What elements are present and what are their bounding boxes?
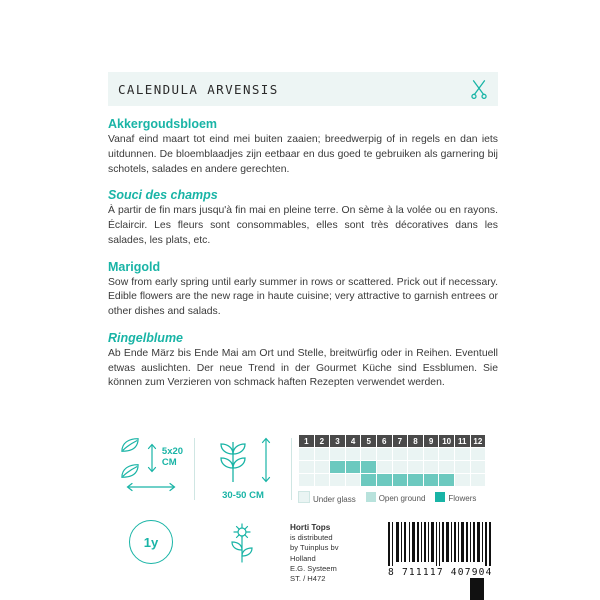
cal-cell: [361, 474, 377, 487]
cal-cell: [454, 474, 470, 487]
block-title-en: Marigold: [108, 259, 161, 274]
seed-packet-back: [108, 72, 498, 582]
leaf-icon: [119, 462, 141, 480]
flower-info: [194, 520, 290, 566]
block-text-fr: À partir de fin mars jusqu'à fin mai en pleine terre. On sème à la volée ou en rayons. Éclaircir. Les fleurs sont consommables, elles sont très décoratives dans les salades, les plats, etc.: [108, 205, 498, 246]
barcode-area: [386, 520, 493, 578]
cal-cell: [423, 461, 439, 474]
cal-cell: [439, 448, 455, 461]
arrow-vertical-icon: [259, 435, 273, 485]
cal-cell: [330, 448, 346, 461]
print-mark: [470, 578, 484, 600]
cal-cell: [392, 448, 408, 461]
info-row-bottom: [108, 520, 498, 584]
company-line: Holland: [290, 553, 316, 563]
leaf-icon-group: [119, 436, 141, 480]
month-cell: 3: [330, 435, 346, 448]
barcode-icon: [388, 522, 492, 566]
calendar-header-row: [299, 435, 486, 448]
cal-cell: [345, 461, 361, 474]
language-block-fr: [108, 188, 498, 248]
language-block-en: [108, 260, 498, 320]
info-row-top: [108, 434, 498, 504]
company-line: is distributed: [290, 533, 333, 543]
scissors-icon: [468, 78, 490, 100]
spacing-info: [108, 434, 194, 494]
page-title: CALENDULA ARVENSIS: [118, 81, 279, 97]
legend-under-glass: Under glass: [298, 491, 356, 504]
block-text-en: Sow from early spring until early summer in rows or scattered. Prick out if necessary. Edible flowers are the new rage in haute cuisine; very attractive to garnish entrees or other dishes and salads.: [108, 276, 498, 318]
month-cell: 10: [439, 435, 455, 448]
spacing-value: 5x20 CM: [161, 446, 184, 468]
legend-swatch: [366, 492, 376, 502]
month-cell: 12: [470, 435, 486, 448]
leaf-icon: [119, 436, 141, 454]
cal-cell: [470, 461, 486, 474]
month-cell: 2: [314, 435, 330, 448]
height-info: [195, 434, 291, 501]
block-title-nl: Akkergoudsbloem: [108, 117, 218, 131]
cal-cell: [392, 474, 408, 487]
cal-cell: [392, 461, 408, 474]
cal-cell: [361, 461, 377, 474]
cal-cell: [330, 461, 346, 474]
language-block-de: [108, 331, 498, 391]
cal-cell: [470, 448, 486, 461]
cal-cell: [376, 461, 392, 474]
cal-cell: [299, 448, 315, 461]
month-cell: 11: [454, 435, 470, 448]
cal-cell: [439, 461, 455, 474]
cal-cell: [330, 474, 346, 487]
company-info: [290, 520, 386, 584]
cal-cell: [345, 448, 361, 461]
company-line: E.G. Systeem: [290, 563, 337, 573]
title-bar: [108, 72, 498, 106]
arrow-horizontal-icon: [123, 480, 179, 494]
lifecycle-info: [108, 520, 194, 564]
info-zone: [108, 434, 498, 584]
flower-icon: [219, 520, 265, 566]
table-row: [299, 461, 486, 474]
cal-cell: [408, 448, 424, 461]
table-row: [299, 448, 486, 461]
cal-cell: [314, 448, 330, 461]
cal-cell: [454, 448, 470, 461]
cal-cell: [408, 461, 424, 474]
sowing-calendar: [292, 434, 486, 504]
cal-cell: [423, 474, 439, 487]
cal-cell: [423, 448, 439, 461]
cal-cell: [439, 474, 455, 487]
month-cell: 6: [376, 435, 392, 448]
cal-cell: [361, 448, 377, 461]
table-row: [299, 474, 486, 487]
plant-icon: [213, 434, 253, 486]
cal-cell: [376, 474, 392, 487]
month-cell: 8: [408, 435, 424, 448]
calendar-legend: [298, 491, 486, 504]
block-title-de: Ringelblume: [108, 330, 184, 345]
block-text-nl: Vanaf eind maart tot eind mei buiten zaaien; breedwerpig of in regels en dan iets uitdunnen. De bloemblaadjes zijn eetbaar en dus goed te gebruiken als garnering bij schotels, salades en andere gerechten.: [108, 134, 498, 175]
block-title-fr: Souci des champs: [108, 188, 218, 203]
month-cell: 5: [361, 435, 377, 448]
cal-cell: [314, 461, 330, 474]
cal-cell: [470, 474, 486, 487]
company-brand: Horti Tops: [290, 523, 331, 532]
lifecycle-badge: 1y: [129, 520, 173, 564]
calendar-table: [298, 434, 486, 487]
cal-cell: [408, 474, 424, 487]
month-cell: 7: [392, 435, 408, 448]
legend-flowers: Flowers: [435, 492, 476, 503]
height-value: 30-50 CM: [222, 490, 264, 501]
company-line: ST. / H472: [290, 574, 326, 584]
language-block-nl: [108, 117, 498, 177]
month-cell: 1: [299, 435, 315, 448]
cal-cell: [345, 474, 361, 487]
legend-swatch: [298, 491, 310, 503]
legend-swatch: [435, 492, 445, 502]
cal-cell: [299, 474, 315, 487]
cal-cell: [314, 474, 330, 487]
barcode-number: 8 711117 407904: [388, 567, 493, 578]
month-cell: 9: [423, 435, 439, 448]
cal-cell: [299, 461, 315, 474]
legend-open-ground: Open ground: [366, 492, 426, 503]
block-text-de: Ab Ende März bis Ende Mai am Ort und Stelle, breitwürfig oder in Reihen. Eventuell etwas auslichten. Der neue Trend in der Gourmet Küche sind Essblumen. Sie können zum Verzieren von schmack haften Rezepten verwendet werden.: [108, 347, 498, 389]
arrow-vertical-icon: [145, 441, 159, 475]
company-line: by Tuinplus bv: [290, 543, 339, 553]
cal-cell: [454, 461, 470, 474]
cal-cell: [376, 448, 392, 461]
month-cell: 4: [345, 435, 361, 448]
